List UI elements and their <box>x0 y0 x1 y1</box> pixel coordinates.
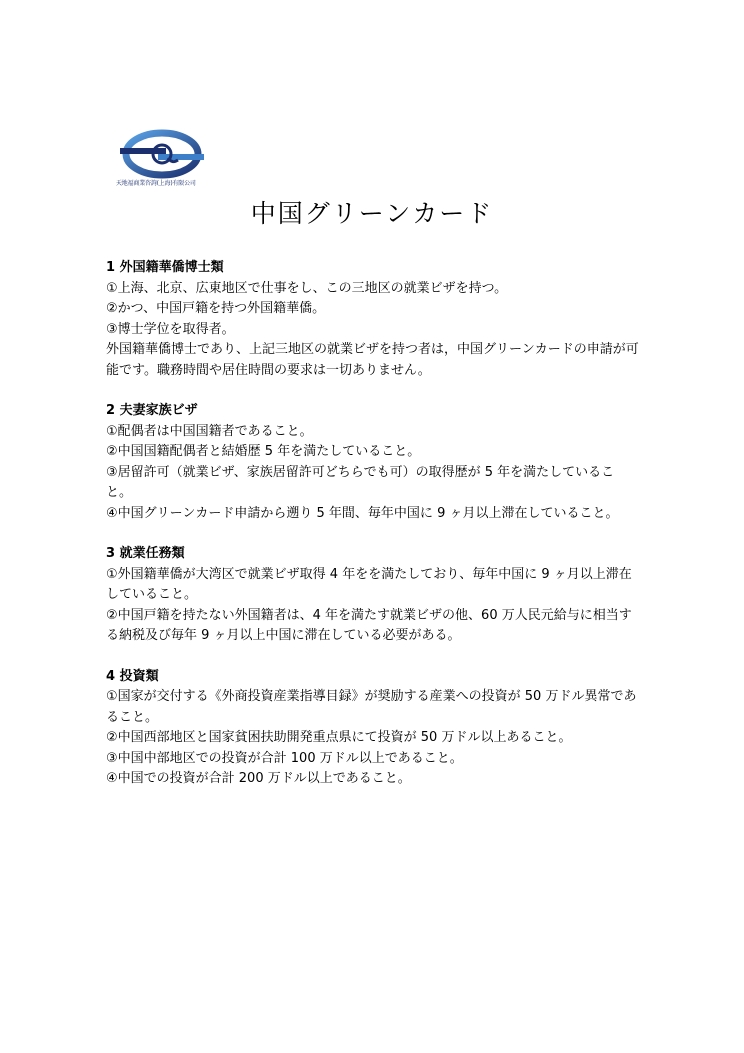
paragraph-line: ③博士学位を取得者。 <box>106 321 235 337</box>
paragraph-line: ①外国籍華僑が大湾区で就業ビザ取得 4 年をを満たしており、毎年中国に 9 ヶ月以上滞在していること。 <box>106 566 632 602</box>
section-heading: 2 夫妻家族ビザ <box>106 403 198 418</box>
document-body <box>106 258 640 810</box>
logo-caption: 天地福商業咨詢(上海)有限公司 <box>116 180 196 187</box>
section-2 <box>106 401 640 524</box>
logo-emblem-icon <box>112 128 212 180</box>
section-3 <box>106 544 640 647</box>
section-4 <box>106 667 640 790</box>
section-heading: 1 外国籍華僑博士類 <box>106 260 224 275</box>
section-heading: 3 就業任務類 <box>106 546 185 561</box>
company-logo <box>112 128 212 190</box>
paragraph-line: ②中国戸籍を持たない外国籍者は、4 年を満たす就業ビザの他、60 万人民元給与に相当する納税及び毎年 9 ヶ月以上中国に滞在している必要がある。 <box>106 607 632 643</box>
paragraph-line: ②かつ、中国戸籍を持つ外国籍華僑。 <box>106 301 326 316</box>
paragraph-line: ④中国での投資が合計 200 万ドル以上であること。 <box>106 771 411 786</box>
paragraph-line: ②中国国籍配偶者と結婚歴 5 年を満たしていること。 <box>106 444 421 459</box>
paragraph-line: ①国家が交付する《外商投資産業指導目録》が奨励する産業への投資が 50 万ドル異常であること。 <box>106 689 637 725</box>
paragraph-line: 外国籍華僑博士であり、上記三地区の就業ビザを持つ者は，中国グリーンカードの申請が可能です。職務時間や居住時間の要求は一切ありません。 <box>106 342 639 378</box>
paragraph-line: ②中国西部地区と国家貧困扶助開発重点県にて投資が 50 万ドル以上あること。 <box>106 730 572 745</box>
paragraph-line: ①上海、北京、広東地区で仕事をし、この三地区の就業ビザを持つ。 <box>106 280 508 296</box>
paragraph-line: ③居留許可（就業ビザ、家族居留許可どちらでも可）の取得歴が 5 年を満たしていること。 <box>106 464 615 500</box>
page-title: 中国グリーンカード <box>250 199 494 228</box>
paragraph-line: ③中国中部地区での投資が合計 100 万ドル以上であること。 <box>106 750 463 766</box>
paragraph-line: ④中国グリーンカード申請から遡り 5 年間、毎年中国に 9 ヶ月以上滞在していること。 <box>106 505 619 521</box>
paragraph-line: ①配偶者は中国国籍者であること。 <box>106 423 313 439</box>
section-heading: 4 投資類 <box>106 668 159 684</box>
section-1 <box>106 258 640 381</box>
